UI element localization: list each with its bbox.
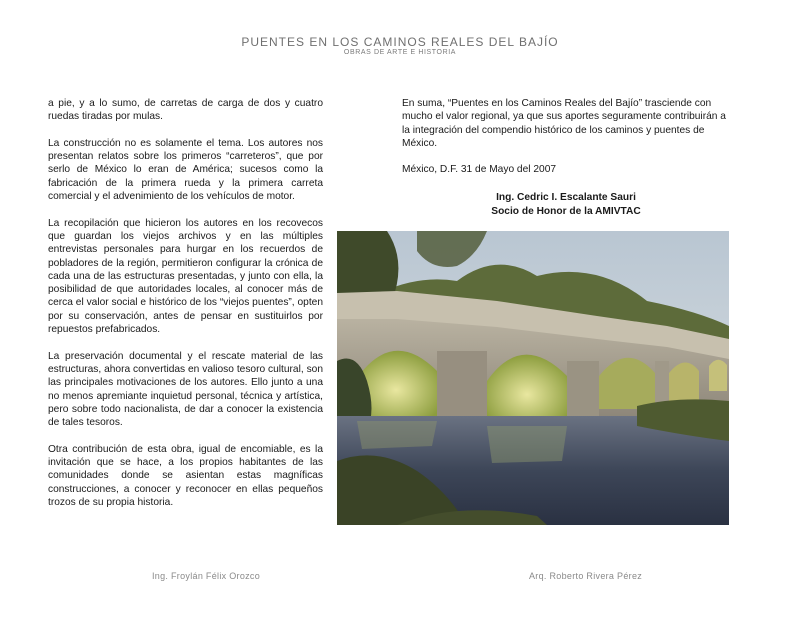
paragraph: La preservación documental y el rescate material de las estructuras, ahora convertidas en valioso tesoro cultural, son las principales motivaciones de los autores. Ello junto a una no menos apremiante inquietud personal, técnica y artística, pero sobre todo nacionalista, de dar a conocer la existencia de tales tesoros. <box>48 350 323 429</box>
paragraph: a pie, y a lo sumo, de carretas de carga de dos y cuatro ruedas tiradas por mulas. <box>48 98 323 123</box>
page-header-subtitle: OBRAS DE ARTE E HISTORIA <box>343 49 457 56</box>
page-header-title: PUENTES EN LOS CAMINOS REALES DEL BAJÍO <box>241 35 559 49</box>
bridge-photo <box>337 231 729 525</box>
bridge-photo-illustration <box>337 231 729 525</box>
signature-name: Ing. Cedric I. Escalante Sauri <box>496 192 636 203</box>
date-line: México, D.F. 31 de Mayo del 2007 <box>402 164 557 176</box>
footer-author-right: Arq. Roberto Rivera Pérez <box>529 571 643 581</box>
right-text-column <box>402 97 730 190</box>
signature-block <box>402 191 730 219</box>
signature-title: Socio de Honor de la AMIVTAC <box>491 206 641 217</box>
paragraph: La construcción no es solamente el tema. Los autores nos presentan relatos sobre los primeros “carreteros”, que por serlo de México lo eran de América; sucesos como la fabricación de la primera rueda y la primera carreta comercial y el advenimiento de los vehículos de motor. <box>48 137 323 203</box>
paragraph: Otra contribución de esta obra, igual de encomiable, es la invitación que se hace, a los propios habitantes de las comunidades donde se asientan estas magníficas construcciones, a conocer y reconocer en ellas pequeños trozos de su propia historia. <box>48 443 323 508</box>
paragraph: En suma, “Puentes en los Caminos Reales del Bajío” trasciende con mucho el valor regional, ya que sus aportes seguramente contribuirán a la integración del compendio histórico de los caminos y puentes de México. <box>402 98 726 149</box>
left-text-column <box>48 97 323 523</box>
footer-author-left: Ing. Froylán Félix Orozco <box>152 571 261 581</box>
paragraph: La recopilación que hicieron los autores en los recovecos que guardan los viejos archivos y en las múltiples entrevistas personales para hurgar en los recuerdos de pobladores de la región, permitieron configurar la crónica de cada una de las estructuras presentadas, y junto con ella, la posibilidad de que autoridades locales, al conocer más de cerca el valor social e histórico de los “viejos puentes”, opten por su conservación, antes de pensar en sustituirlos por repuestos prefabricados. <box>48 217 323 336</box>
